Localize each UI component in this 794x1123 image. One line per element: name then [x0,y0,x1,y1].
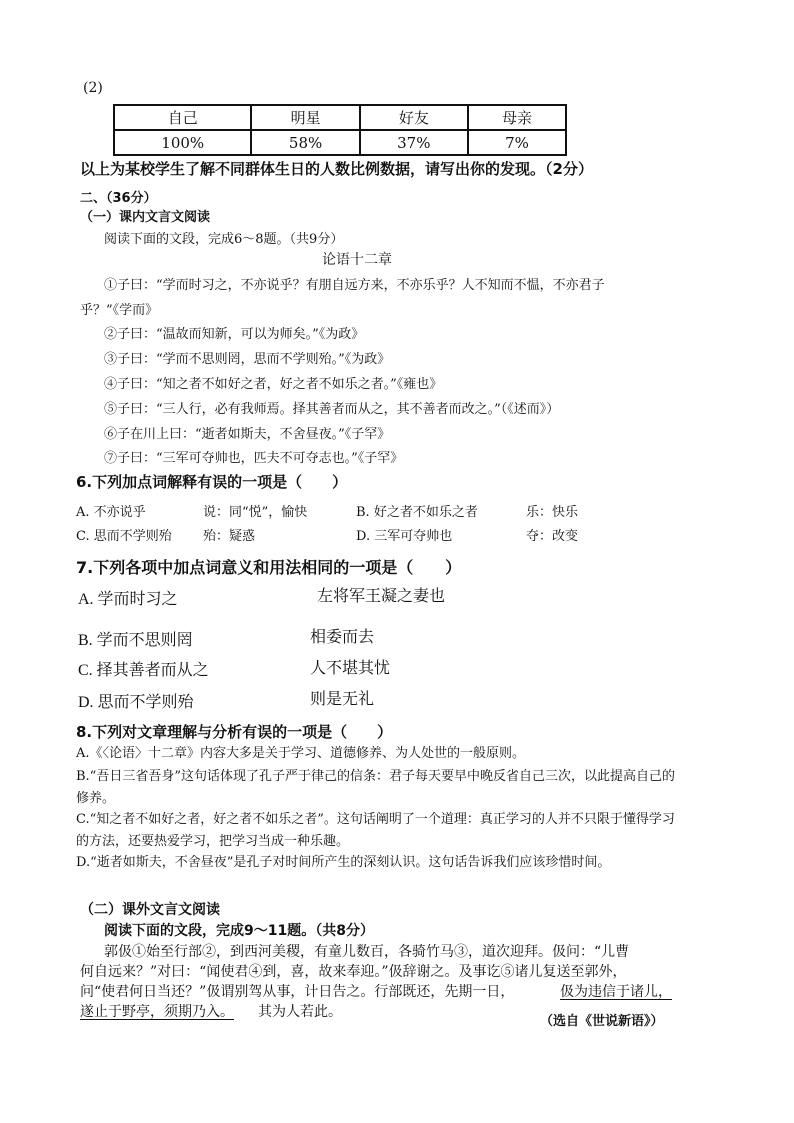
analects-line: ①子曰：“学而时习之，不亦说乎？有朋自远方来，不亦乐乎？人不知而不愠，不亦君子 [104,278,605,293]
analects-line: ⑤子曰：“三人行，必有我师焉。择其善者而从之，其不善者而改之。”（《述而》） [104,402,560,417]
q7-stem: 7.下列各项中加点词意义和用法相同的一项是（ ） [76,558,462,577]
q7-option-right: 人不堪其忧 [310,660,391,677]
q8-option: D.“逝者如斯夫，不舍昼夜”是孔子对时间所产生的深刻认识。这句话告诉我们应该珍惜时间。 [76,855,611,870]
q6-option-gloss: 夺：改变 [526,529,579,544]
q8-option: B.“吾日三省吾身”这句话体现了孔子严于律己的信条：君子每天要早中晚反省自己三次，以此提高自己的修养。 [76,769,675,806]
table-header-cell: 明星 [251,105,359,130]
analects-line: ③子曰：“学而不思则罔，思而不学则殆。”《为政》 [104,352,391,367]
underlined-sentence: 伋为违信于诸儿， [560,984,672,1000]
passage-line: 其为人若此。 [258,1004,342,1020]
table-header-cell: 好友 [360,105,468,130]
part2-heading: （二）课外文言文阅读 [80,902,220,918]
q7-option-right: 左将军王凝之妻也 [317,588,446,605]
analects-line: ②子曰：“温故而知新，可以为师矣。”《为政》 [104,327,365,342]
q6-option-gloss: 乐：快乐 [526,505,579,520]
analects-line: ⑦子曰：“三军可夺帅也，匹夫不可夺志也。”《子罕》 [104,451,404,466]
q6-option-label: D. 三军可夺帅也 [356,529,453,544]
passage-line: 郭伋①始至行部②，到西河美稷，有童儿数百，各骑竹马③，道次迎拜。伋问：“儿曹 [104,944,630,960]
q6-option-label: A. 不亦说乎 [76,505,146,520]
q8-option: C.“知之者不如好之者，好之者不如乐之者”。这句话阐明了一个道理：真正学习的人并不只限于懂得学习的方法，还要热爱学习，把学习当成一种乐趣。 [76,812,675,849]
q6-option-label: B. 好之者不如乐之者 [356,505,478,520]
q7-option-right: 则是无礼 [310,691,375,708]
passage-source: （选自《世说新语》） [540,1014,664,1029]
part2-instruction: 阅读下面的文段，完成9～11题。（共8分） [104,923,374,939]
table-cell: 7% [468,130,566,155]
analects-line: ⑥子在川上曰：“逝者如斯夫，不舍昼夜。”《子罕》 [104,427,391,442]
q6-stem: 6.下列加点词解释有误的一项是（ ） [76,473,348,491]
q2-prompt: 以上为某校学生了解不同群体生日的人数比例数据，请写出你的发现。（2分） [80,160,593,178]
q7-option-left: D. 思而不学则殆 [78,694,194,711]
data-table [113,104,567,156]
passage-title: 论语十二章 [322,252,392,268]
question-number: (2) [83,80,103,96]
table-header-row [114,105,566,130]
underlined-sentence: 遂止于野亭，须期乃入。 [80,1004,234,1020]
table-cell: 58% [251,130,359,155]
q8-stem: 8.下列对文章理解与分析有误的一项是（ ） [76,723,393,741]
q8-option: A.《〈论语〉十二章》内容大多是关于学习、道德修养、为人处世的一般原则。 [76,746,526,761]
q7-option-left: B. 学而不思则罔 [78,632,193,649]
table-cell: 37% [360,130,468,155]
table-cell: 100% [114,130,251,155]
q7-option-right: 相委而去 [310,629,375,646]
q7-option-left: C. 择其善者而从之 [78,662,209,679]
analects-line: 乎？”《学而》 [80,303,159,318]
section-heading: 二、（36分） [80,191,157,206]
table-header-cell: 母亲 [468,105,566,130]
table-row [114,130,566,155]
q6-option-label: C. 思而不学则殆 [76,529,172,544]
q7-option-left: A. 学而时习之 [78,591,178,608]
analects-line: ④子曰：“知之者不如好之者，好之者不如乐之者。”《雍也》 [104,377,443,392]
part1-heading: （一）课内文言文阅读 [80,210,211,225]
q6-option-gloss: 说：同“悦”，愉快 [203,505,308,520]
table-header-cell: 自己 [114,105,251,130]
passage-line: 何自远来？”对曰：“闻使君④到，喜，故来奉迎。”伋辞谢之。及事讫⑤诸儿复送至郭外， [80,964,627,980]
part1-instruction: 阅读下面的文段，完成6～8题。（共9分） [104,232,344,247]
q6-option-gloss: 殆：疑惑 [203,529,256,544]
passage-line: 问“使君何日当还？”伋谓别驾从事，计日告之。行部既还，先期一日， [80,984,515,1000]
